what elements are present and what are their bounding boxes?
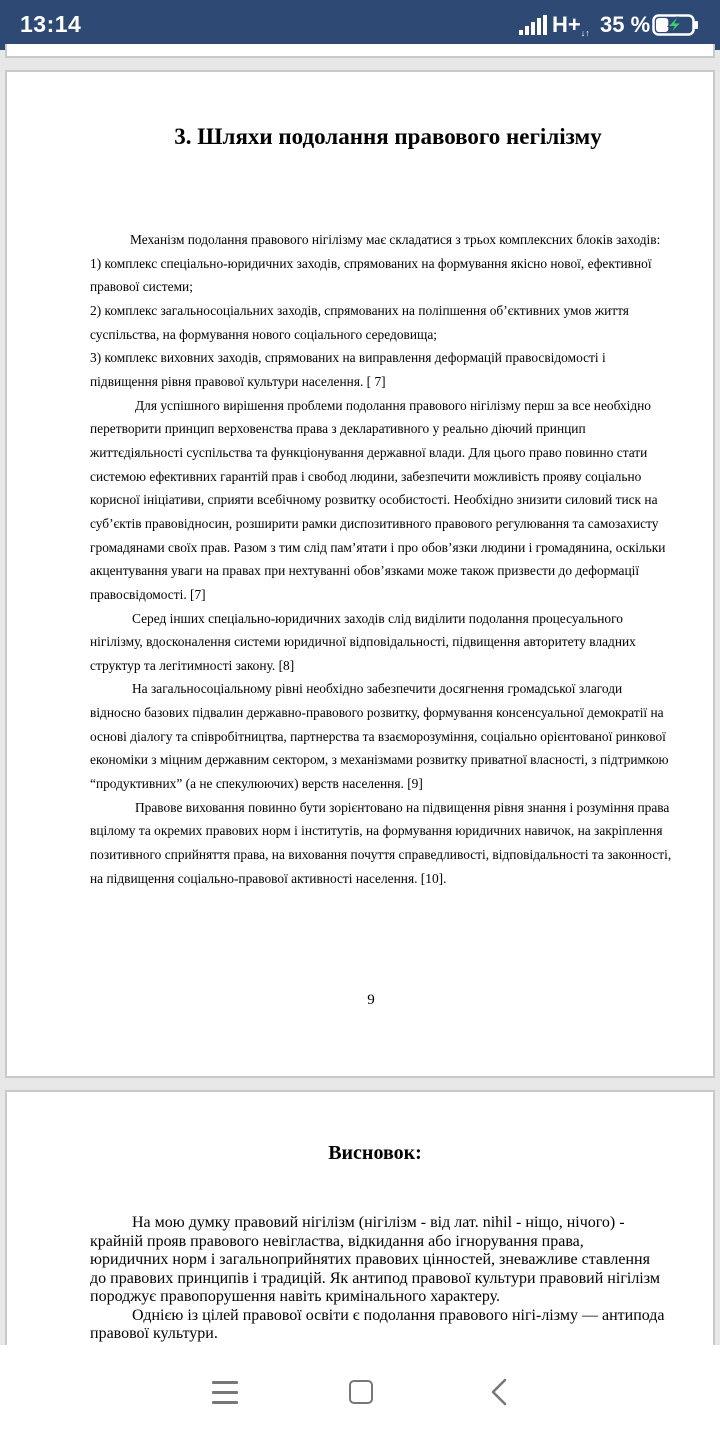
paragraph: Механізм подолання правового нігілізму має складатися з трьох комплексних блоків заходів: — [130, 232, 661, 247]
home-icon[interactable] — [349, 1380, 373, 1404]
list-item: 2) комплекс загальносоціальних заходів, спрямованих на поліпшення об’єктивних умов життя суспільства, на формування нового соціального середовища; — [90, 302, 629, 342]
document-page-previous — [5, 44, 715, 58]
paragraph: Для успішного вирішення проблеми подолання правового нігілізму перш за все необхідно перетворити принцип верховенства права з декларативного у реально діючий принцип життєдіяльності суспільства та функціонування державної влади. Для цього право повинно стати системою ефективних гарантій прав і свобод людини, забезпечити можливість прояву соціально корисної ініціативи, сприяти всебічному розвитку особистості. Необхідно знизити силовий тиск на суб’єктів правовідносин, розширити рамки диспозитивного правового регулювання та самозахисту громадянами своїх прав. Разом з тим слід пам’ятати і про обов’язки людини і громадянина, оскільки акцентування уваги на правах при нехтуванні обов’язками може також призвести до деформації правосвідомості. [7] — [90, 397, 666, 602]
network-type — [552, 12, 590, 38]
navigation-bar — [0, 1345, 720, 1440]
document-body — [90, 228, 675, 890]
status-bar — [0, 0, 720, 50]
paragraph: Правове виховання повинно бути зорієнтовано на підвищення рівня знання і розуміння права вцілому та окремих правових норм і інститутів, на формування юридичних навичок, на закріплення позитивного сприйняття права, на виховання почуття справедливості, відповідальності та законності, на підвищення соціально-правової активності населення. [10]. — [90, 799, 672, 886]
status-time: 13:14 — [20, 11, 82, 37]
back-icon[interactable] — [487, 1378, 511, 1406]
document-page-next — [5, 1090, 715, 1350]
conclusion-body — [90, 1214, 665, 1344]
paragraph: На мою думку правовий нігілізм (нігілізм - від лат. nihil - ніщо, нічого) - крайній прояв правового невігластва, відкидання або ігнорування права, юридичних норм і загальноприйнятих правових цінностей, зневажливе ставлення до правових принципів і традицій. Як антипод правової культури правовий нігілізм породжує правопорушення навіть кримінального характеру. — [90, 1214, 660, 1305]
section-heading: 3. Шляхи подолання правового негілізму — [174, 124, 602, 149]
document-page — [5, 70, 715, 1078]
paragraph: Однією із цілей правової освіти є подолання правового нігі-лізму — антипода правової культури. — [90, 1306, 665, 1342]
signal-icon — [519, 15, 547, 35]
battery-charging-icon — [652, 14, 699, 36]
list-item: 3) комплекс виховних заходів, спрямованих на виправлення деформацій правосвідомості і підвищення рівня правової культури населення. [ 7] — [90, 350, 606, 389]
page-number: 9 — [367, 992, 375, 1008]
battery-percent: 35 % — [600, 12, 651, 37]
menu-icon[interactable] — [212, 1381, 238, 1403]
paragraph: На загальносоціальному рівні необхідно забезпечити досягнення громадської злагоди відносно базових підвалин державно-правового розвитку, формування консенсуальної демократії на основі діалогу та співробітництва, партнерства та взаєморозуміння, соціально орієнтованої ринкової економіки з міцним державним сектором, з механізмами розвитку приватної власності, з підтримкою “продуктивних” (а не спекулюючих) верств населення. [9] — [90, 681, 669, 792]
list-item: 1) комплекс спеціально-юридичних заходів, спрямованих на формування якісно нової, ефективної правової системи; — [90, 255, 652, 295]
conclusion-heading: Висновок: — [328, 1142, 422, 1164]
network-arrows: ↓↑ — [580, 28, 590, 38]
network-label: H+ — [552, 12, 581, 37]
paragraph: Серед інших спеціально-юридичних заходів слід виділити подолання процесуального нігілізму, вдосконалення системи юридичної відповідальності, підвищення авторитету владних структур та легітимності закону. [8] — [90, 610, 636, 673]
